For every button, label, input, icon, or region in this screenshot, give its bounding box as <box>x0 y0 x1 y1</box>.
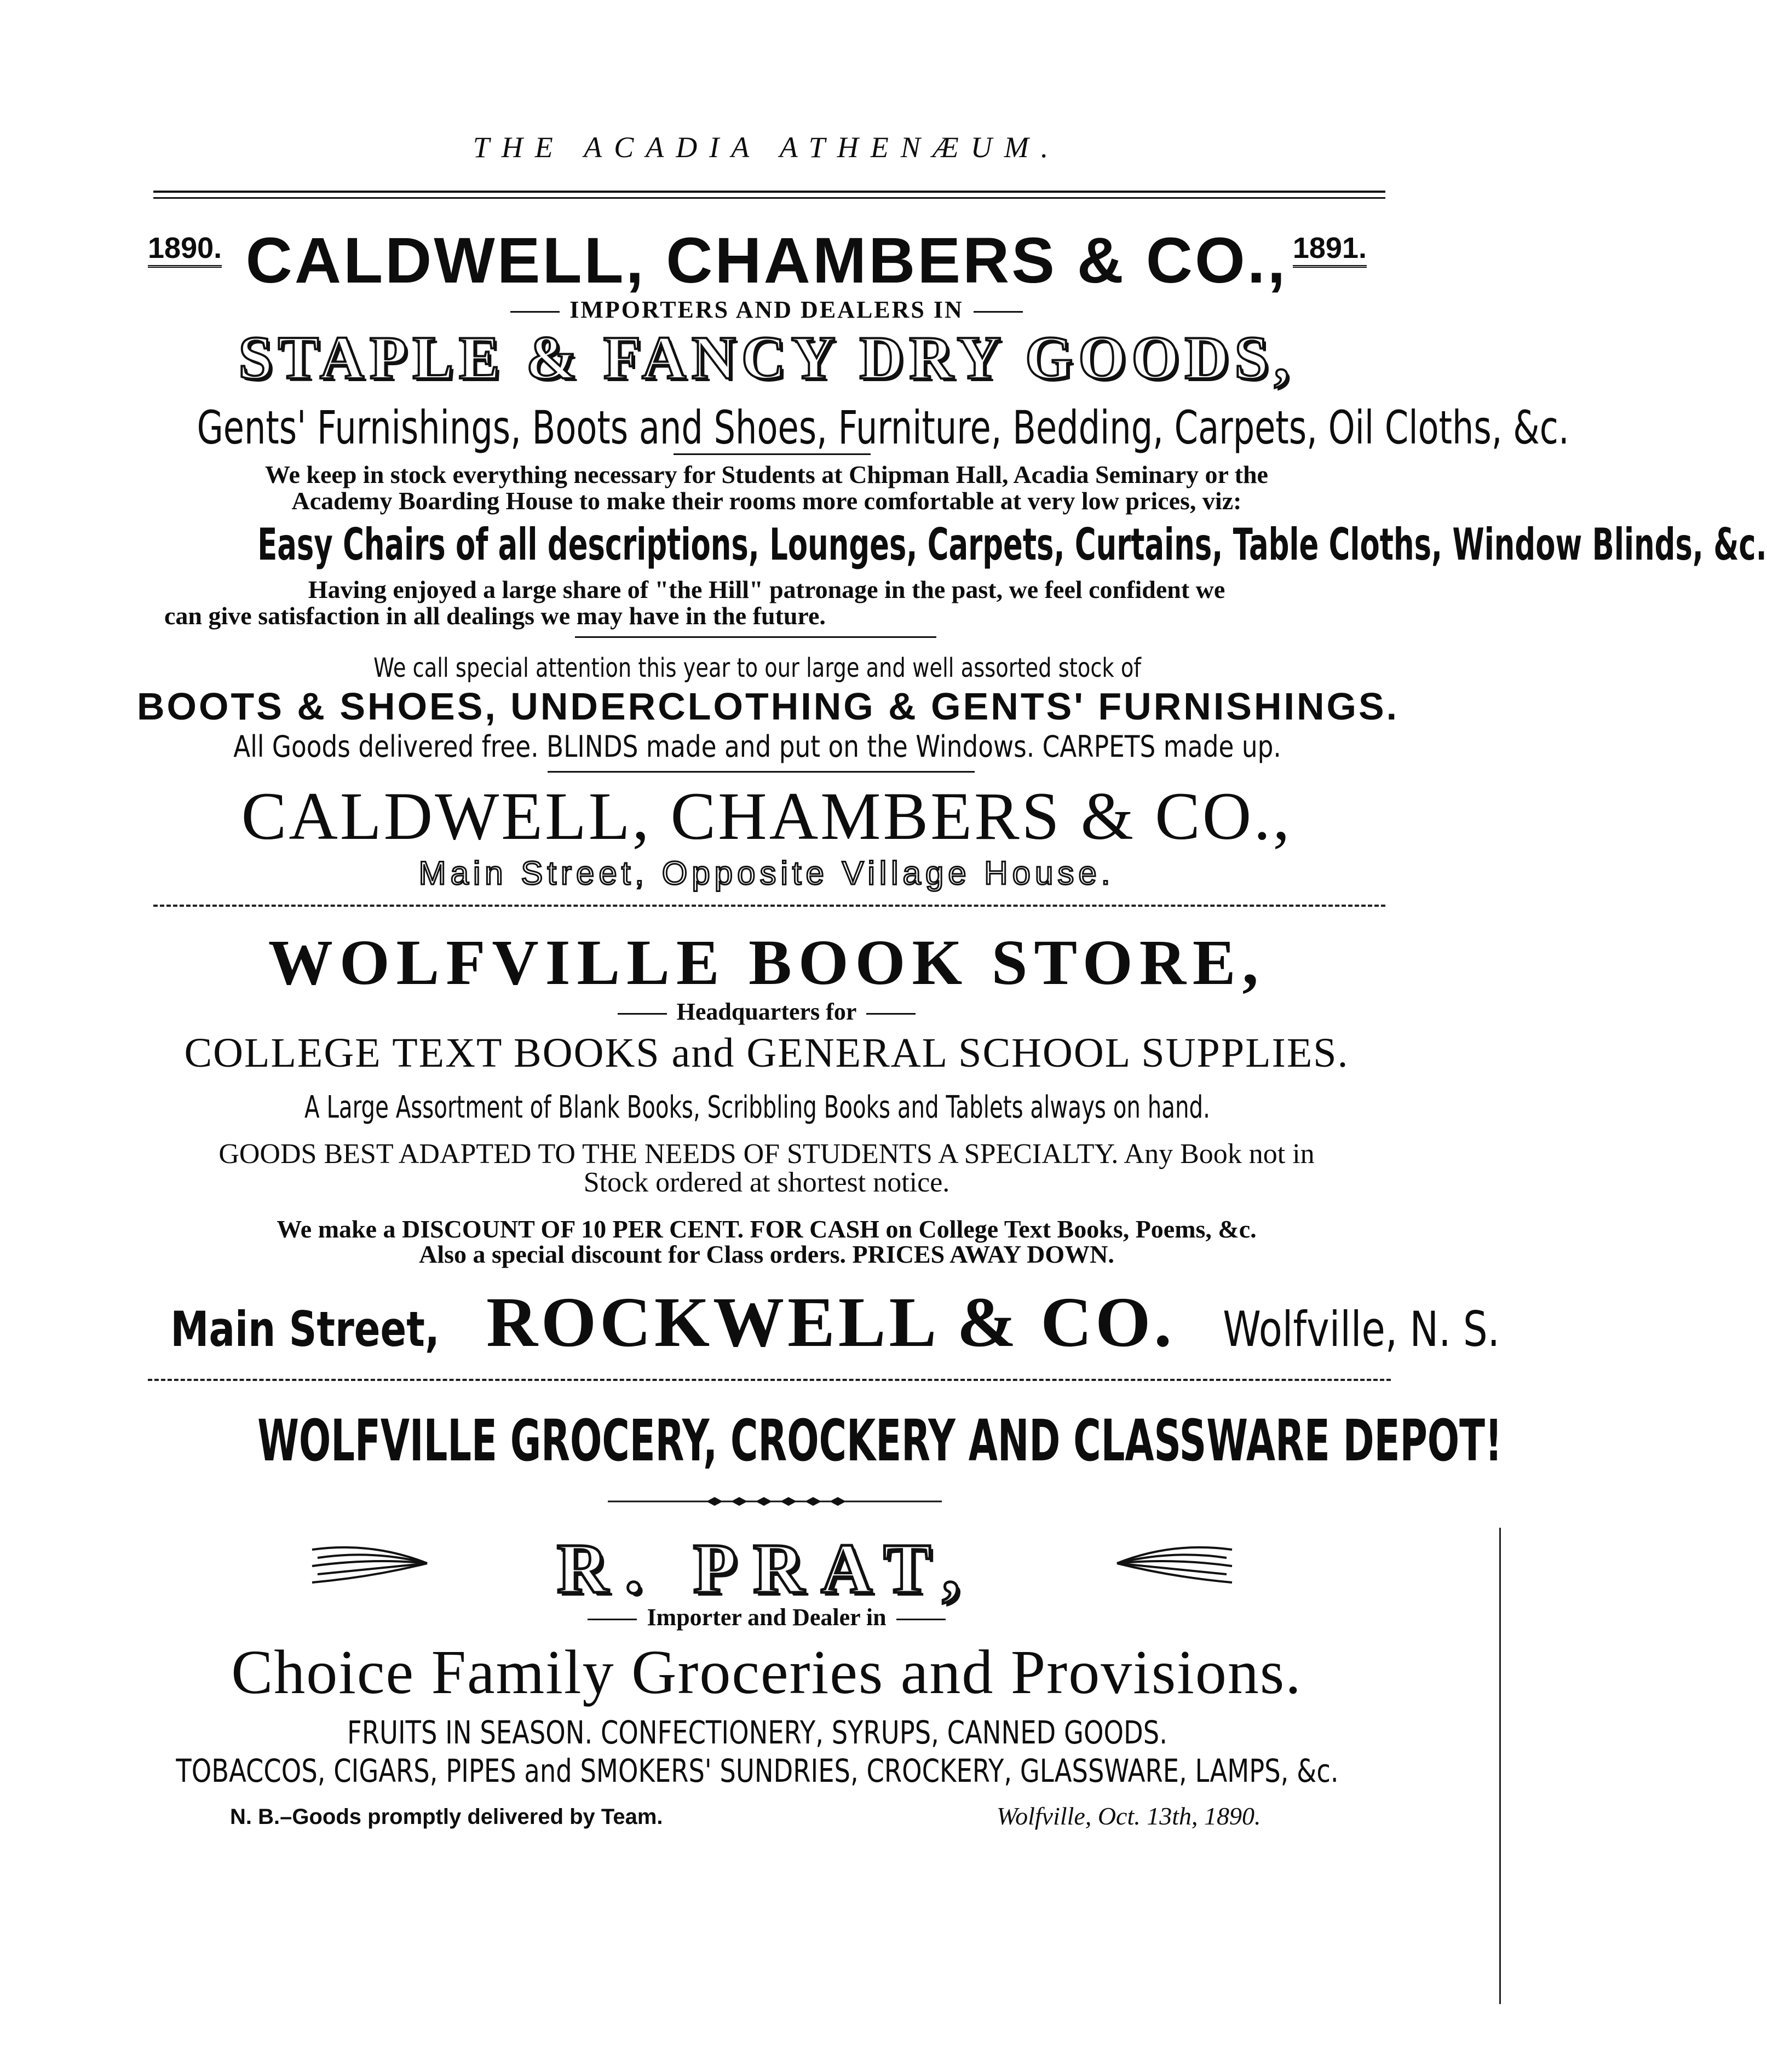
book-store-subtitle-text: Headquarters for <box>608 998 926 1025</box>
grocery-dateline: Wolfville, Oct. 13th, 1890. <box>997 1802 1261 1830</box>
stock-line-2: Academy Boarding House to make their rooms more comfortable at very low prices, viz: <box>291 487 1242 515</box>
discount-line-2: Also a special discount for Class orders. PRICES AWAY DOWN. <box>419 1240 1114 1268</box>
delivery-rule <box>548 771 975 773</box>
goods-short-rule <box>674 453 871 455</box>
hill-line-2: can give satisfaction in all dealings we may have in the future. <box>164 602 826 630</box>
swash-right-icon <box>1112 1539 1238 1588</box>
attention-line: We call special attention this year to our large and well assorted stock of <box>373 653 1141 683</box>
ornament-rule-icon <box>608 1495 942 1508</box>
running-title: THE ACADIA ATHENÆUM. <box>473 131 1061 164</box>
header-rule <box>153 191 1385 199</box>
year-left: 1890. <box>148 231 222 268</box>
grocery-headline: Choice Family Groceries and Provisions. <box>231 1637 1302 1707</box>
footer-wolfville: Wolfville, N. S. <box>1223 1301 1500 1357</box>
grocery-line-2: TOBACCOS, CIGARS, PIPES and SMOKERS' SUNDRIES, CROCKERY, GLASSWARE, LAMPS, &c. <box>176 1752 1339 1789</box>
grocery-subtitle-text: Importer and Dealer in <box>578 1604 955 1631</box>
section-divider-2 <box>148 1379 1391 1381</box>
book-store-title: WOLFVILLE BOOK STORE, <box>268 926 1265 998</box>
goods-best-line-2: Stock ordered at shortest notice. <box>583 1167 950 1198</box>
ornament-rule <box>608 1495 942 1511</box>
page-edge-line <box>1499 1528 1501 2004</box>
merchant-name: R. PRAT, <box>557 1529 976 1608</box>
stock-line-1: We keep in stock everything necessary for Students at Chipman Hall, Acadia Seminary or the <box>265 461 1268 488</box>
year-right: 1891. <box>1293 231 1367 268</box>
delivery-line: All Goods delivered free. BLINDS made and put on the Windows. CARPETS made up. <box>233 729 1281 764</box>
section-divider-1 <box>153 905 1385 907</box>
featured-line: BOOTS & SHOES, UNDERCLOTHING & GENTS' FURNISHINGS. <box>137 685 1400 728</box>
specialty-line: COLLEGE TEXT BOOKS and GENERAL SCHOOL SUPPLIES. <box>184 1030 1349 1076</box>
caldwell-subtitle-text: IMPORTERS AND DEALERS IN <box>500 296 1033 323</box>
merchant-right-swash <box>1112 1539 1238 1591</box>
hill-line-1: Having enjoyed a large share of "the Hill" patronage in the past, we feel confident we <box>308 575 1225 603</box>
footer-rockwell: ROCKWELL & CO. <box>486 1283 1175 1362</box>
book-store-footer <box>137 1281 1500 1363</box>
caldwell-company-repeat: CALDWELL, CHAMBERS & CO., <box>241 779 1292 854</box>
caldwell-subtitle <box>137 296 1396 324</box>
goods-best-line-1: GOODS BEST ADAPTED TO THE NEEDS OF STUDENTS A SPECIALTY. Any Book not in <box>218 1138 1315 1170</box>
caldwell-company-title: CALDWELL, CHAMBERS & CO., <box>245 225 1288 297</box>
hill-rule <box>575 636 936 638</box>
grocery-line-1: FRUITS IN SEASON. CONFECTIONERY, SYRUPS, CANNED GOODS. <box>347 1714 1167 1751</box>
staple-fancy-headline: STAPLE & FANCY DRY GOODS, <box>238 324 1295 392</box>
caldwell-address: Main Street, Opposite Village House. <box>418 855 1115 891</box>
book-store-subtitle <box>137 998 1396 1026</box>
assortment-line: A Large Assortment of Blank Books, Scribbling Books and Tablets always on hand. <box>304 1090 1210 1125</box>
footer-main-street: Main Street, <box>170 1301 440 1357</box>
grocery-note: N. B.–Goods promptly delivered by Team. <box>230 1805 663 1829</box>
items-line: Easy Chairs of all descriptions, Lounges, Carpets, Curtains, Table Cloths, Window Blinds, &c. <box>257 519 1767 570</box>
goods-line: Gents' Furnishings, Boots and Shoes, Furniture, Bedding, Carpets, Oil Cloths, &c. <box>197 401 1569 454</box>
grocery-subtitle <box>137 1603 1396 1631</box>
grocery-title: WOLFVILLE GROCERY, CROCKERY AND CLASSWARE DEPOT! <box>257 1407 1503 1474</box>
discount-line-1: We make a DISCOUNT OF 10 PER CENT. FOR CASH on College Text Books, Poems, &c. <box>277 1215 1257 1243</box>
